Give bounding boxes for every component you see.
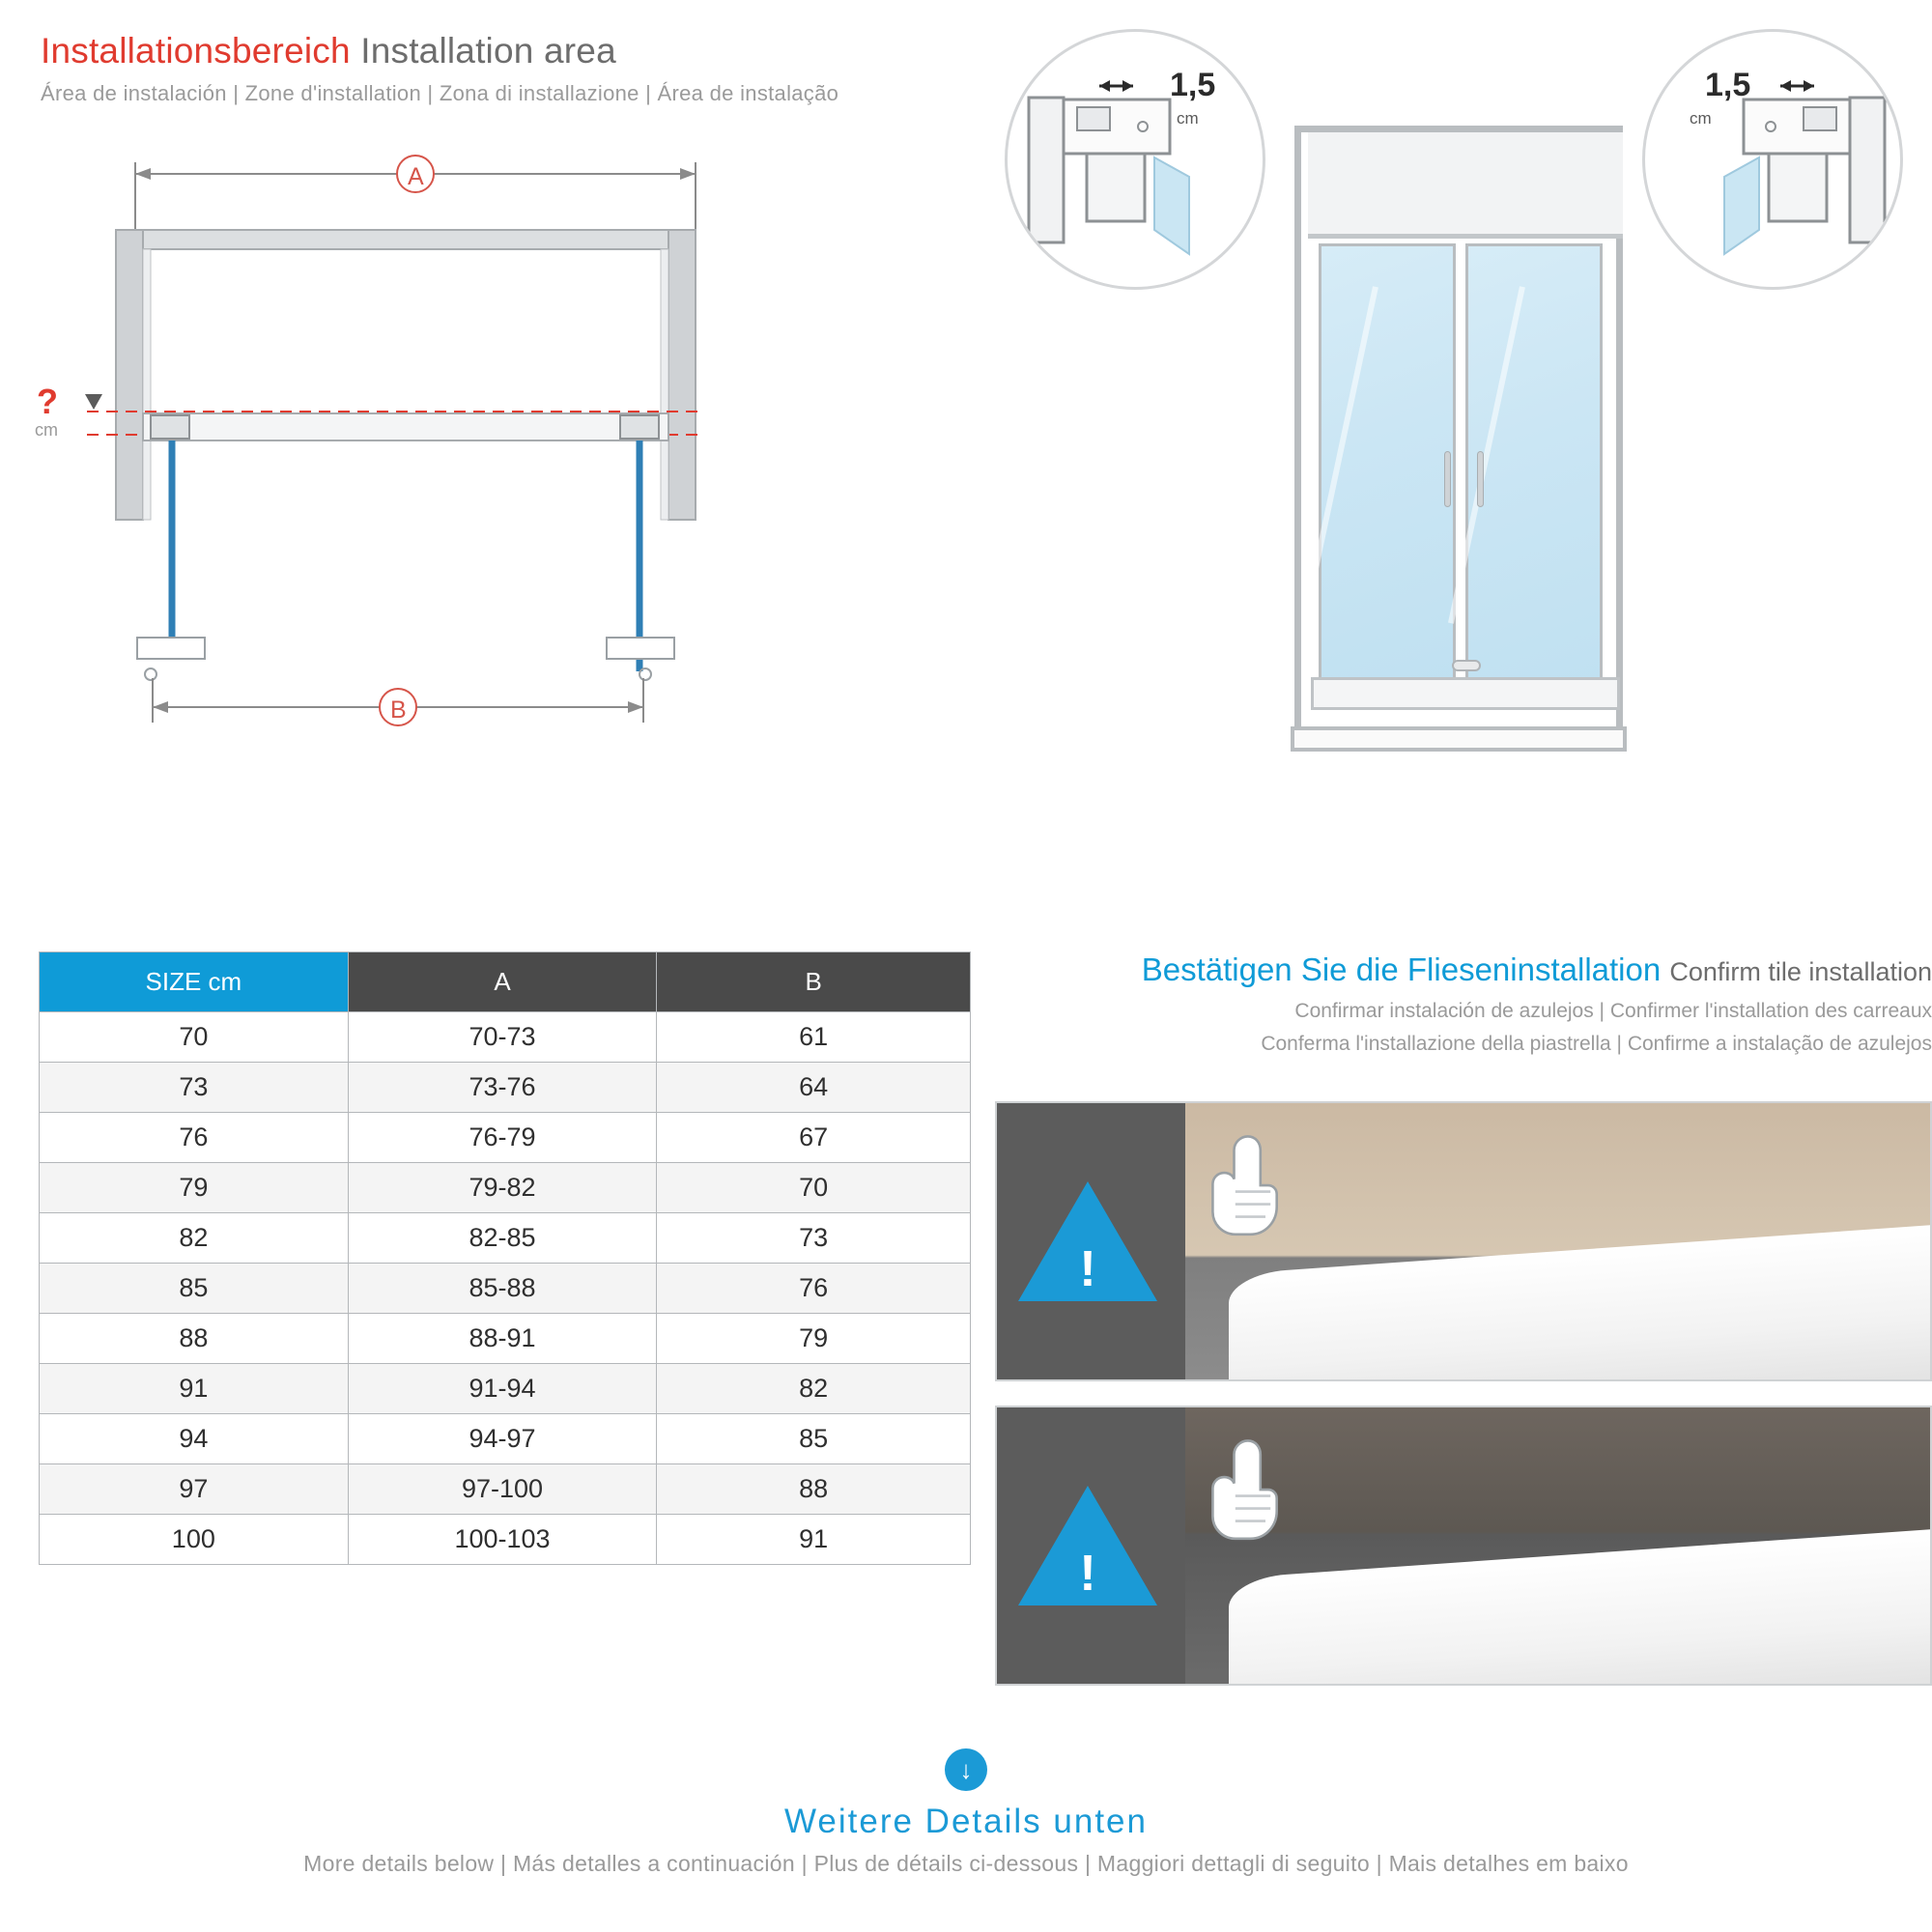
- cell-size: 82: [40, 1213, 349, 1264]
- table-row: [40, 1213, 971, 1264]
- table-body: [40, 1012, 971, 1565]
- cell-a: 73-76: [348, 1063, 657, 1113]
- table-header-size: SIZE cm: [40, 952, 349, 1012]
- installation-area-header: [41, 31, 968, 106]
- detail-right-svg: [1645, 32, 1903, 290]
- warning-exclamation: !: [1079, 1240, 1096, 1297]
- down-arrow-icon: ↓: [945, 1748, 987, 1791]
- cell-b: 91: [657, 1515, 971, 1565]
- door-frame: [1294, 126, 1623, 734]
- cell-a: 91-94: [348, 1364, 657, 1414]
- table-row: [40, 1314, 971, 1364]
- cell-size: 70: [40, 1012, 349, 1063]
- drawing-svg: [29, 145, 956, 744]
- installation-area-drawing: [29, 145, 956, 744]
- cell-b: 64: [657, 1063, 971, 1113]
- cell-size: 91: [40, 1364, 349, 1414]
- table-header-row: [40, 952, 971, 1012]
- shower-tray-edge: [1291, 726, 1627, 752]
- detail-left-unit: cm: [1177, 109, 1199, 128]
- footer-subtitle: More details below | Más detalles a continuación | Plus de détails ci-dessous | Maggiori dettagli di seguito | Mais detalhes em baixo: [303, 1851, 1629, 1876]
- cell-a: 100-103: [348, 1515, 657, 1565]
- cell-b: 73: [657, 1213, 971, 1264]
- confirm-tile-title: [995, 952, 1932, 988]
- dimension-label-b: B: [390, 696, 407, 724]
- shower-tray: [1229, 1529, 1932, 1686]
- cell-b: 82: [657, 1364, 971, 1414]
- table-row: [40, 1063, 971, 1113]
- cell-size: 97: [40, 1464, 349, 1515]
- detail-left-svg: [1008, 32, 1265, 290]
- cell-size: 94: [40, 1414, 349, 1464]
- cell-b: 61: [657, 1012, 971, 1063]
- pointing-hand-icon: [1190, 1431, 1316, 1556]
- table-row: [40, 1364, 971, 1414]
- table-row: [40, 1163, 971, 1213]
- cell-a: 76-79: [348, 1113, 657, 1163]
- cell-b: 70: [657, 1163, 971, 1213]
- unknown-dimension-mark: ?: [37, 382, 58, 421]
- confirm-tile-subtitle-2: Conferma l'installazione della piastrella | Confirme a instalação de azulejos: [1261, 1032, 1932, 1055]
- pointing-hand-icon: [1190, 1126, 1316, 1252]
- cell-size: 76: [40, 1113, 349, 1163]
- cell-b: 79: [657, 1314, 971, 1364]
- table-row: [40, 1515, 971, 1565]
- cell-size: 73: [40, 1063, 349, 1113]
- size-table: [39, 952, 971, 1565]
- footer: [0, 1748, 1932, 1877]
- tile-photo-incorrect: [995, 1406, 1932, 1686]
- cell-a: 94-97: [348, 1414, 657, 1464]
- cell-a: 97-100: [348, 1464, 657, 1515]
- detail-callout-left: [1005, 29, 1265, 290]
- cell-a: 70-73: [348, 1012, 657, 1063]
- table-row: [40, 1414, 971, 1464]
- door-bottom-knob: [1452, 660, 1481, 671]
- glass-panel-left: [1319, 243, 1456, 707]
- page-title-de: Installationsbereich: [41, 31, 351, 71]
- detail-right-unit: cm: [1690, 109, 1712, 128]
- cell-a: 82-85: [348, 1213, 657, 1264]
- warning-exclamation: !: [1079, 1545, 1096, 1602]
- dimension-label-a: A: [408, 163, 424, 190]
- tile-photo-correct: [995, 1101, 1932, 1381]
- confirm-tile-title-de: Bestätigen Sie die Flieseninstallation: [1141, 952, 1662, 987]
- footer-title: Weitere Details unten: [784, 1803, 1148, 1840]
- shower-door-assembly: [1294, 97, 1623, 744]
- confirm-tile-title-en: Confirm tile installation: [1669, 957, 1932, 986]
- detail-callout-right: [1642, 29, 1903, 290]
- page-title-en: Installation area: [360, 31, 616, 71]
- detail-right-value: 1,5: [1705, 67, 1751, 103]
- table-row: [40, 1012, 971, 1063]
- door-bottom-rail: [1311, 677, 1620, 710]
- shower-tray: [1229, 1225, 1932, 1381]
- confirm-tile-subtitle-1: Confirmar instalación de azulejos | Confirmer l'installation des carreaux: [1294, 1000, 1932, 1022]
- cell-size: 79: [40, 1163, 349, 1213]
- cell-size: 88: [40, 1314, 349, 1364]
- cell-b: 88: [657, 1464, 971, 1515]
- page-title: [41, 31, 968, 71]
- table-row: [40, 1113, 971, 1163]
- glass-panel-right: [1465, 243, 1603, 707]
- table-row: [40, 1264, 971, 1314]
- cell-a: 79-82: [348, 1163, 657, 1213]
- cell-b: 85: [657, 1414, 971, 1464]
- cell-size: 85: [40, 1264, 349, 1314]
- unknown-dimension-unit: cm: [35, 420, 58, 440]
- confirm-tile-header: [995, 952, 1932, 1059]
- cell-size: 100: [40, 1515, 349, 1565]
- cell-a: 88-91: [348, 1314, 657, 1364]
- page-subtitle: Área de instalación | Zone d'installation | Zona di installazione | Área de instalação: [41, 81, 839, 105]
- cell-a: 85-88: [348, 1264, 657, 1314]
- table-row: [40, 1464, 971, 1515]
- cell-b: 76: [657, 1264, 971, 1314]
- door-header-panel: [1308, 132, 1623, 239]
- cell-b: 67: [657, 1113, 971, 1163]
- door-illustration: [995, 19, 1913, 734]
- door-handle-right: [1477, 451, 1484, 507]
- detail-left-value: 1,5: [1170, 67, 1216, 103]
- door-handle-left: [1444, 451, 1451, 507]
- table-header-b: B: [657, 952, 971, 1012]
- table-header-a: A: [348, 952, 657, 1012]
